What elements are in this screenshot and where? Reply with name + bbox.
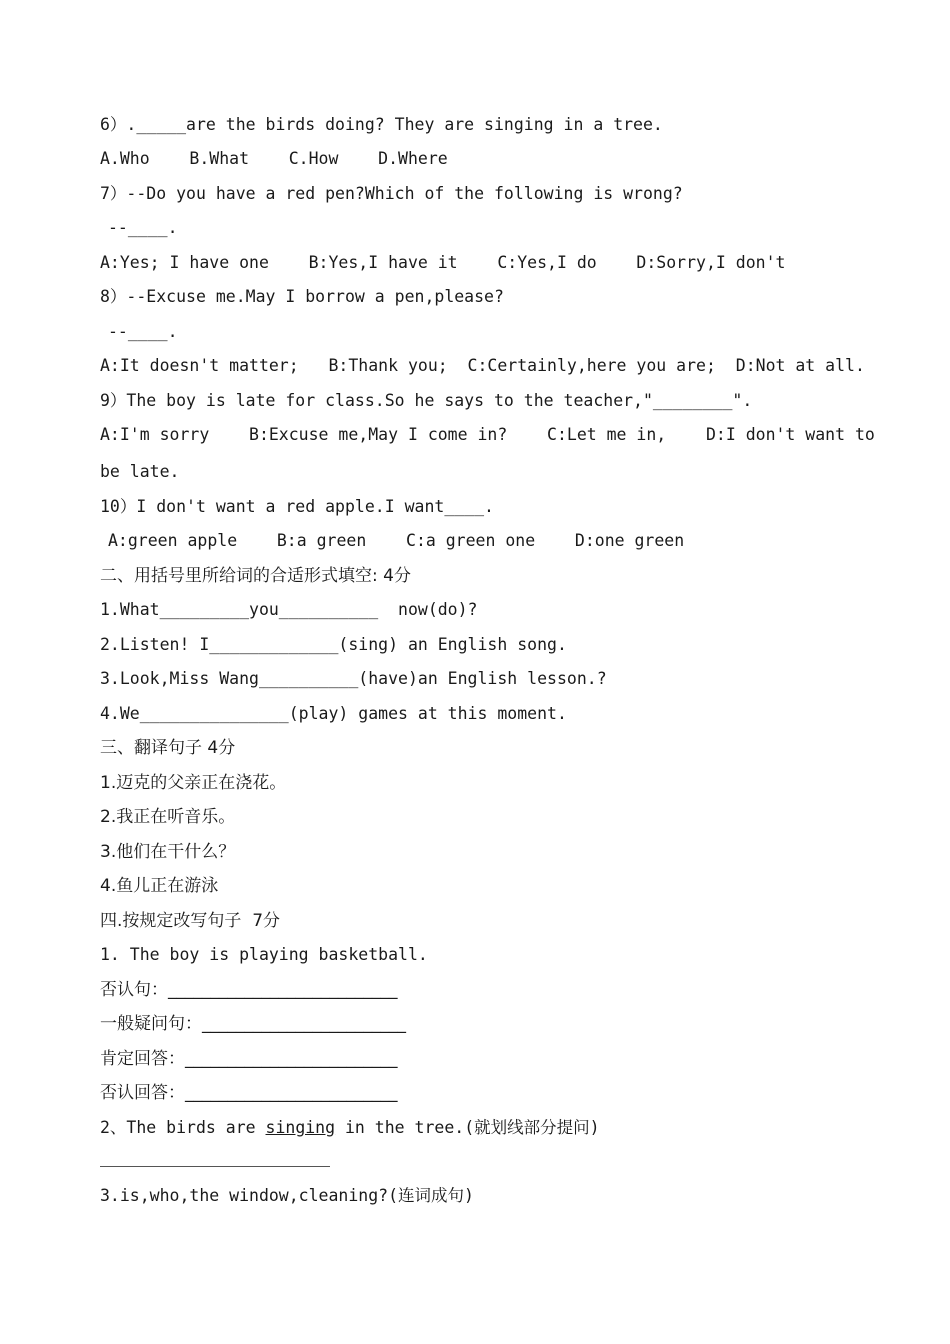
question-8-options: A:It doesn't matter; B:Thank you; C:Certainly,here you are; D:Not at all. xyxy=(100,356,865,375)
answer-line xyxy=(100,1166,330,1167)
fill-blank-4: 4.We_______________(play) games at this moment. xyxy=(100,704,567,723)
question-8-answer-blank: --____. xyxy=(108,322,178,341)
translate-2: 2.我正在听音乐。 xyxy=(100,807,236,827)
question-6-options: A.Who B.What C.How D.Where xyxy=(100,149,448,168)
section-3-heading: 三、翻译句子 4分 xyxy=(100,738,236,758)
fill-blank-2: 2.Listen! I_____________(sing) an English song. xyxy=(100,635,567,654)
question-7-options: A:Yes; I have one B:Yes,I have it C:Yes,I do D:Sorry,I don't xyxy=(100,253,786,272)
rewrite-2-suffix: in the tree.(就划线部分提问) xyxy=(335,1118,600,1137)
rewrite-3: 3.is,who,the window,cleaning?(连词成句) xyxy=(100,1186,474,1205)
rewrite-1-no-answer: 否认回答：_________________________ xyxy=(100,1083,398,1103)
rewrite-1-sentence: 1. The boy is playing basketball. xyxy=(100,945,428,964)
translate-3: 3.他们在干什么？ xyxy=(100,842,236,862)
fill-blank-1: 1.What_________you__________ now(do)? xyxy=(100,600,478,619)
translate-1: 1.迈克的父亲正在浇花。 xyxy=(100,773,287,793)
rewrite-1-yes-answer: 肯定回答：_________________________ xyxy=(100,1049,398,1069)
question-8-stem: 8）--Excuse me.May I borrow a pen,please? xyxy=(100,287,504,306)
question-10-stem: 10）I don't want a red apple.I want____. xyxy=(100,497,494,516)
question-7-answer-blank: --____. xyxy=(108,218,178,237)
rewrite-1-question: 一般疑问句：________________________ xyxy=(100,1014,406,1034)
question-6-stem: 6）._____are the birds doing? They are singing in a tree. xyxy=(100,115,663,134)
question-10-options: A:green apple B:a green C:a green one D:one green xyxy=(108,531,685,550)
rewrite-2 xyxy=(100,1117,600,1139)
section-2-heading: 二、用括号里所给词的合适形式填空: 4分 xyxy=(100,566,411,586)
rewrite-2-prefix: 2、The birds are xyxy=(100,1118,266,1137)
section-4-heading: 四.按规定改写句子 7分 xyxy=(100,911,281,931)
fill-blank-3: 3.Look,Miss Wang__________(have)an English lesson.? xyxy=(100,669,607,688)
question-7-stem: 7）--Do you have a red pen?Which of the following is wrong? xyxy=(100,184,683,203)
translate-4: 4.鱼儿正在游泳 xyxy=(100,876,219,896)
question-9-stem: 9）The boy is late for class.So he says to the teacher,"________". xyxy=(100,391,753,410)
question-9-options-line1: A:I'm sorry B:Excuse me,May I come in? C:Let me in, D:I don't want to xyxy=(100,425,875,444)
rewrite-2-underlined-word: singing xyxy=(265,1118,336,1137)
rewrite-1-negative: 否认句：___________________________ xyxy=(100,980,398,1000)
question-9-options-line2: be late. xyxy=(100,462,180,481)
